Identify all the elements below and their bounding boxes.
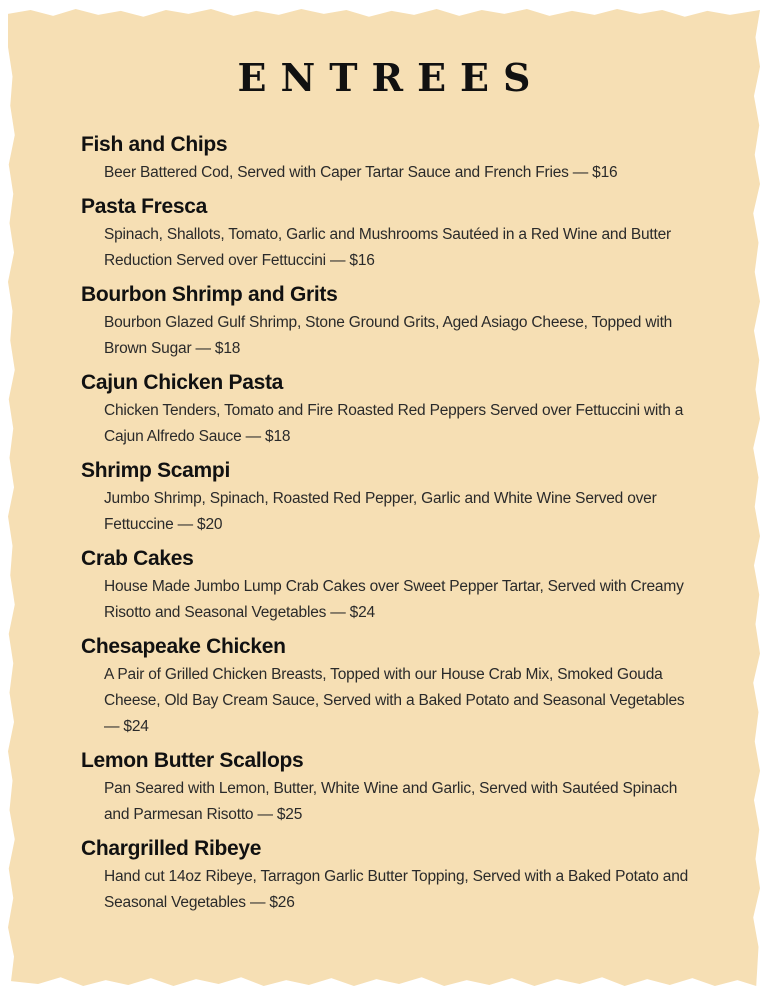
menu-item-description: Beer Battered Cod, Served with Caper Tartar Sauce and French Fries — $16 — [104, 164, 618, 181]
menu-item-name: Shrimp Scampi — [81, 459, 230, 482]
menu-item — [81, 456, 691, 538]
menu-item-description: Pan Seared with Lemon, Butter, White Wine and Garlic, Served with Sautéed Spinach and Parmesan Risotto — $25 — [104, 780, 678, 823]
menu-item-description: Jumbo Shrimp, Spinach, Roasted Red Pepper, Garlic and White Wine Served over Fettuccine — $20 — [104, 490, 657, 533]
menu-item-name: Chargrilled Ribeye — [81, 837, 262, 860]
page-title: ENTREES — [237, 55, 545, 100]
menu-item-description: House Made Jumbo Lump Crab Cakes over Sweet Pepper Tartar, Served with Creamy Risotto and Seasonal Vegetables — $24 — [104, 578, 684, 621]
menu-item-name: Bourbon Shrimp and Grits — [81, 283, 338, 306]
menu-item — [81, 280, 691, 362]
menu-item — [81, 192, 691, 274]
menu-item-description: A Pair of Grilled Chicken Breasts, Topped with our House Crab Mix, Smoked Gouda Cheese, Old Bay Cream Sauce, Served with a Baked Potato and Seasonal Vegetables — $24 — [104, 666, 685, 735]
menu-item-description: Hand cut 14oz Ribeye, Tarragon Garlic Butter Topping, Served with a Baked Potato and Seasonal Vegetables — $26 — [104, 868, 689, 911]
menu-item-name: Fish and Chips — [81, 133, 228, 156]
menu-item-description: Chicken Tenders, Tomato and Fire Roasted Red Peppers Served over Fettuccini with a Cajun Alfredo Sauce — $18 — [104, 402, 684, 445]
menu-item-name: Cajun Chicken Pasta — [81, 371, 284, 394]
menu-item — [81, 632, 691, 740]
menu-item-name: Crab Cakes — [81, 547, 194, 570]
menu-item — [81, 834, 691, 916]
menu-item-name: Chesapeake Chicken — [81, 635, 286, 658]
menu-item-name: Lemon Butter Scallops — [81, 749, 304, 772]
entree-list — [81, 130, 691, 922]
menu-item — [81, 544, 691, 626]
menu-item — [81, 368, 691, 450]
menu-item — [81, 130, 691, 186]
menu-item — [81, 746, 691, 828]
menu-item-description: Spinach, Shallots, Tomato, Garlic and Mushrooms Sautéed in a Red Wine and Butter Reduction Served over Fettuccini — $16 — [104, 226, 671, 269]
menu-item-name: Pasta Fresca — [81, 195, 207, 218]
menu-item-description: Bourbon Glazed Gulf Shrimp, Stone Ground Grits, Aged Asiago Cheese, Topped with Brown Sugar — $18 — [104, 314, 673, 357]
